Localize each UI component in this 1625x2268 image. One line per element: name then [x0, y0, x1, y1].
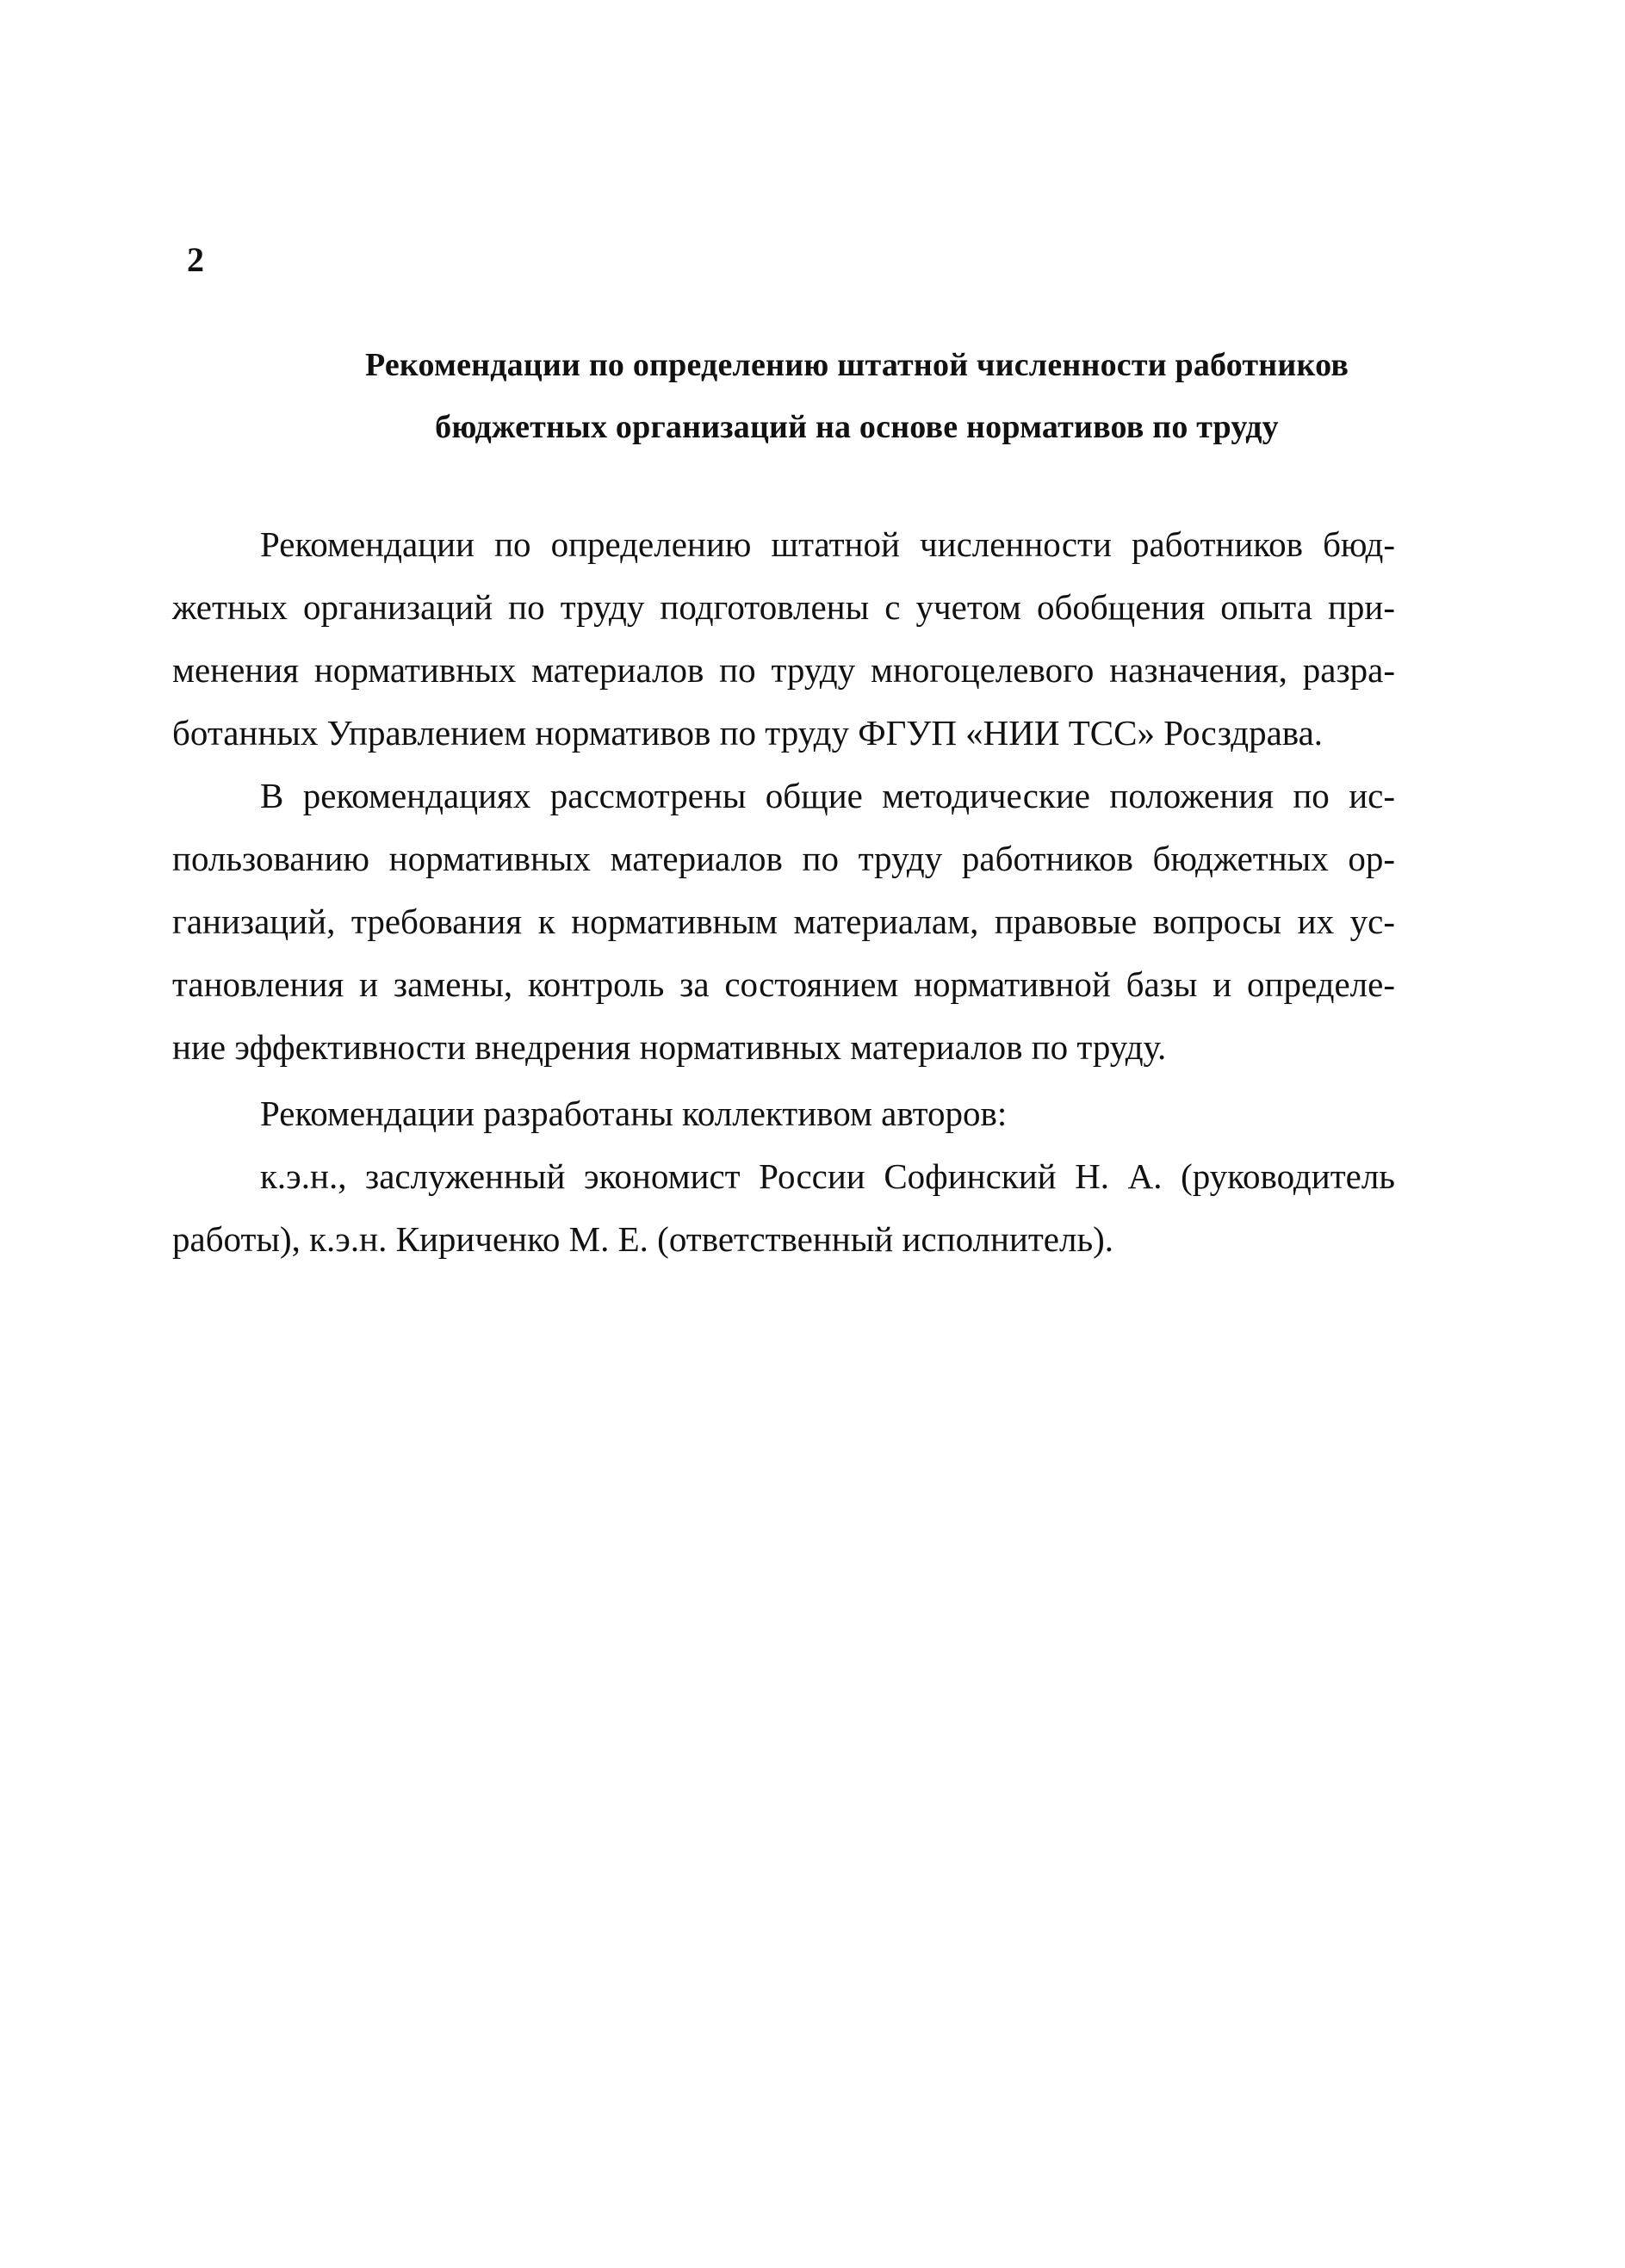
paragraph-scope [172, 765, 1395, 1079]
paragraph-intro [172, 513, 1395, 765]
paragraph-line: Рекомендации разработаны коллективом авторов: [260, 1094, 1008, 1133]
title-line-1: Рекомендации по определению штатной численности работников [364, 347, 1349, 383]
paragraph-line: ботанных Управлением нормативов по труду ФГУП «НИИ ТСС» Росздрава. [172, 713, 1324, 753]
paragraph-authors [172, 1145, 1395, 1271]
paragraph-line: тановления и замены, контроль за состоянием нормативной базы и определе- [172, 964, 1395, 1004]
paragraph-line: В рекомендациях рассмотрены общие методические положения по ис- [260, 776, 1395, 815]
title-line-2: бюджетных организаций на основе нормативов по труду [435, 409, 1279, 445]
paragraph-line: менения нормативных материалов по труду многоцелевого назначения, разра- [172, 650, 1395, 690]
paragraph-line: жетных организаций по труду подготовлены с учетом обобщения опыта при- [172, 587, 1395, 627]
paragraph-line: пользованию нормативных материалов по труду работников бюджетных ор- [172, 839, 1395, 878]
paragraph-line: Рекомендации по определению штатной численности работников бюд- [260, 524, 1395, 564]
paragraph-authors-intro [172, 1082, 1395, 1145]
paragraph-line: ние эффективности внедрения нормативных материалов по труду. [172, 1027, 1167, 1067]
paragraph-line: к.э.н., заслуженный экономист России Софинский Н. А. (руководитель [260, 1156, 1395, 1196]
document-title [258, 334, 1455, 458]
page-number: 2 [187, 240, 204, 279]
paragraph-line: работы), к.э.н. Кириченко М. Е. (ответственный исполнитель). [172, 1219, 1114, 1259]
paragraph-line: ганизаций, требования к нормативным материалам, правовые вопросы их ус- [172, 902, 1395, 941]
